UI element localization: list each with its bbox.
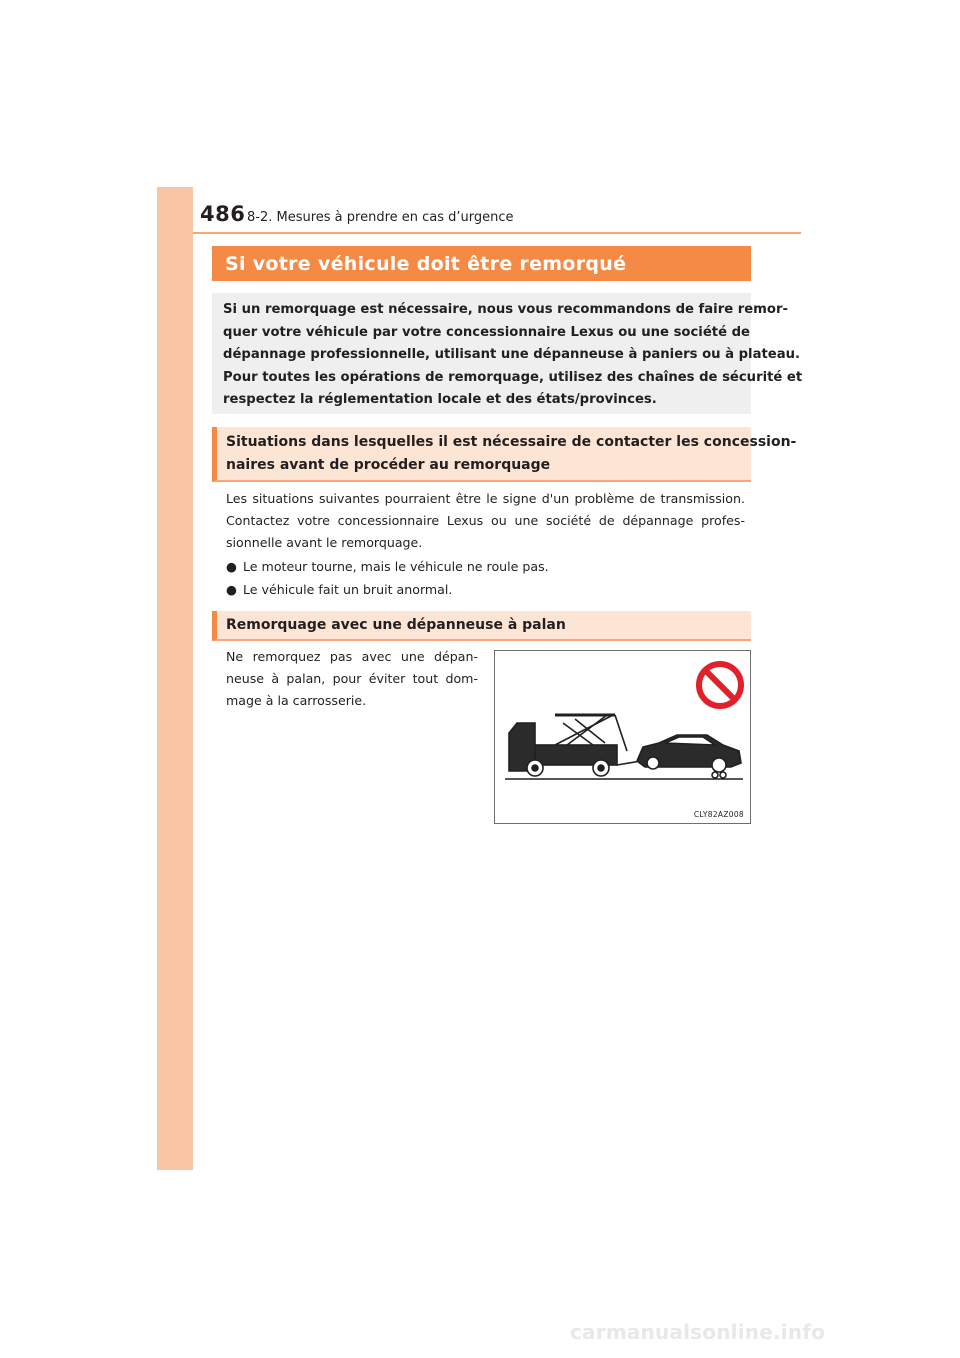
bullet-item: [226, 556, 549, 578]
tow-truck-hoist-illustration: [495, 651, 750, 823]
section2-body-line: mage à la carrosserie.: [226, 693, 367, 708]
intro-line: respectez la réglementation locale et des états/provinces.: [223, 392, 657, 407]
section1-body-line: Contactez votre concessionnaire Lexus ou une société de dépannage profes-: [226, 513, 745, 528]
section-header: 8-2. Mesures à prendre en cas d’urgence: [247, 210, 514, 225]
bullet-item: [226, 579, 452, 601]
intro-line: dépannage professionnelle, utilisant une dépanneuse à paniers ou à plateau.: [223, 347, 801, 362]
section2-heading-bar: [212, 611, 751, 641]
intro-line: quer votre véhicule par votre concessionnaire Lexus ou une société de: [223, 324, 750, 340]
intro-box: [212, 293, 803, 414]
section1-heading-line: Situations dans lesquelles il est nécessaire de contacter les concession-: [226, 434, 797, 450]
figure-code: CLY82AZ008: [693, 810, 744, 819]
section1-body-line: Les situations suivantes pourraient être le signe d'un problème de transmission.: [226, 491, 745, 506]
tow-truck-figure: [494, 650, 751, 824]
header-divider: [193, 232, 801, 234]
page-number: 486: [200, 202, 246, 226]
towed-car-icon: [637, 735, 741, 778]
bullet-text: Le moteur tourne, mais le véhicule ne roule pas.: [243, 559, 549, 574]
section2-heading: Remorquage avec une dépanneuse à palan: [226, 617, 566, 633]
section1-heading-bar: [212, 427, 797, 482]
section2-body-line: Ne remorquez pas avec une dépan-: [226, 649, 478, 664]
bullet-icon: ●: [226, 559, 237, 574]
watermark: carmanualsonline.info: [570, 1320, 826, 1344]
main-title: Si votre véhicule doit être remorqué: [225, 252, 627, 275]
intro-line: Si un remorquage est nécessaire, nous vous recommandons de faire remor-: [223, 302, 788, 317]
intro-line: Pour toutes les opérations de remorquage, utilisez des chaînes de sécurité et: [223, 369, 803, 385]
main-title-bar: [212, 246, 751, 281]
bullet-text: Le véhicule fait un bruit anormal.: [243, 582, 453, 597]
side-tab-band: [157, 187, 193, 1170]
bullet-icon: ●: [226, 582, 237, 597]
section1-heading-line: naires avant de procéder au remorquage: [226, 457, 551, 473]
section1-body-line: sionnelle avant le remorquage.: [226, 535, 423, 550]
prohibition-icon: [699, 664, 741, 706]
tow-truck-icon: [509, 715, 641, 776]
section2-body-line: neuse à palan, pour éviter tout dom-: [226, 671, 478, 686]
